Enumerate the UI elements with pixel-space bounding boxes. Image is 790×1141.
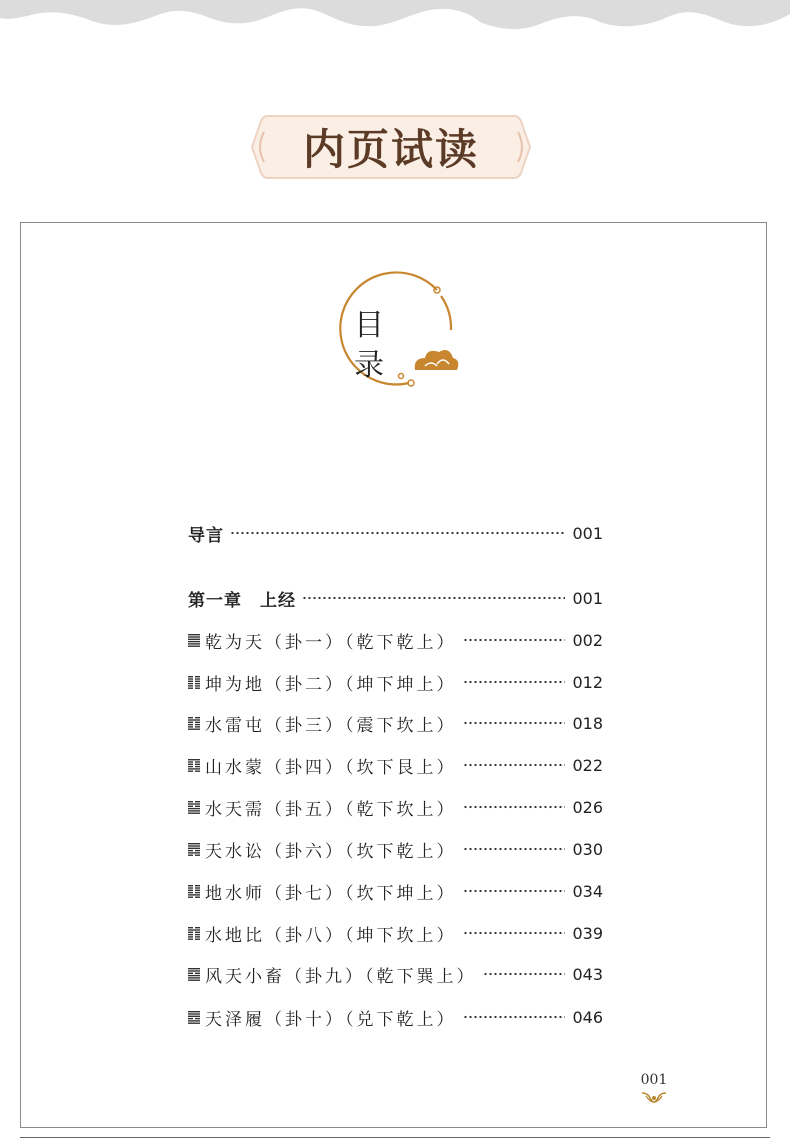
yin-line xyxy=(195,724,200,725)
toc-item[interactable] xyxy=(188,795,603,819)
dot-leader xyxy=(463,805,566,809)
dot-leader xyxy=(230,531,565,535)
yang-line xyxy=(188,768,200,769)
toc-page: 001 xyxy=(572,588,603,608)
yin-line xyxy=(188,855,193,856)
yang-line xyxy=(188,1023,200,1024)
toc-item[interactable] xyxy=(188,711,603,735)
yin-line xyxy=(188,722,193,723)
dot-leader xyxy=(483,972,566,976)
yang-line xyxy=(188,1020,200,1021)
toc-page: 002 xyxy=(572,630,603,650)
yang-line xyxy=(188,977,200,978)
yin-line xyxy=(195,927,200,928)
yin-line xyxy=(195,855,200,856)
hexagram-icon xyxy=(188,884,200,898)
yin-line xyxy=(188,897,193,898)
dot-leader xyxy=(463,638,566,642)
hexagram-icon xyxy=(188,675,200,689)
toc-label: 天泽履（卦十）（兑下乾上） xyxy=(205,1009,457,1030)
page-number: 001 xyxy=(640,1072,668,1088)
toc-page: 043 xyxy=(572,964,603,984)
yin-line xyxy=(188,887,193,888)
yang-line xyxy=(188,636,200,637)
yang-line xyxy=(188,1013,200,1014)
yang-line xyxy=(188,810,200,811)
yin-line xyxy=(195,683,200,684)
page-ornament-icon xyxy=(640,1090,668,1108)
toc-item[interactable] xyxy=(188,921,603,945)
toc-label: 乾为天（卦一）（乾下乾上） xyxy=(205,632,457,653)
toc-label: 坤为地（卦二）（坤下坤上） xyxy=(205,674,457,695)
yang-line xyxy=(188,646,200,647)
toc-label: 水雷屯（卦三）（震下坎上） xyxy=(205,715,457,736)
yang-line xyxy=(188,980,200,981)
toc-label: 水天需（卦五）（乾下坎上） xyxy=(205,799,457,820)
yin-line xyxy=(195,726,200,727)
yin-line xyxy=(195,806,200,807)
yin-line xyxy=(188,766,193,767)
yin-line xyxy=(188,927,193,928)
yang-line xyxy=(188,719,200,720)
yin-line xyxy=(188,892,193,893)
yin-line xyxy=(195,890,200,891)
dot-leader xyxy=(463,931,566,935)
yang-line xyxy=(188,643,200,644)
yin-line xyxy=(195,688,200,689)
yin-line xyxy=(195,717,200,718)
yin-line xyxy=(188,726,193,727)
hexagram-icon xyxy=(188,716,200,730)
yin-line xyxy=(195,897,200,898)
toc-page: 046 xyxy=(572,1007,603,1027)
yin-line xyxy=(195,887,200,888)
yin-line xyxy=(188,806,193,807)
yin-line xyxy=(195,771,200,772)
yin-line xyxy=(195,885,200,886)
yang-line xyxy=(188,975,200,976)
toc-label: 天水讼（卦六）（坎下乾上） xyxy=(205,841,457,862)
yin-line xyxy=(188,764,193,765)
toc-page: 001 xyxy=(572,523,603,543)
yin-line xyxy=(195,678,200,679)
toc-item[interactable] xyxy=(188,628,603,652)
yin-line xyxy=(195,973,200,974)
yin-line xyxy=(188,850,193,851)
yin-line xyxy=(195,764,200,765)
yin-line xyxy=(195,766,200,767)
yin-line xyxy=(195,676,200,677)
yin-line xyxy=(195,801,200,802)
yin-line xyxy=(188,890,193,891)
yang-line xyxy=(188,729,200,730)
yin-line xyxy=(188,801,193,802)
contents-title: 目 录 xyxy=(354,308,394,383)
top-cloud-decoration xyxy=(0,0,790,40)
yin-line xyxy=(195,932,200,933)
yang-line xyxy=(188,641,200,642)
yang-line xyxy=(188,845,200,846)
toc-page: 039 xyxy=(572,923,603,943)
yin-line xyxy=(188,771,193,772)
banner-title: 内页试读 xyxy=(302,125,479,174)
yang-line xyxy=(188,634,200,635)
toc-page: 034 xyxy=(572,881,603,901)
yang-line xyxy=(188,813,200,814)
yang-line xyxy=(188,803,200,804)
yin-line xyxy=(188,932,193,933)
yang-line xyxy=(188,970,200,971)
yin-line xyxy=(188,717,193,718)
yang-line xyxy=(188,929,200,930)
toc-item[interactable] xyxy=(188,1005,603,1029)
yin-line xyxy=(195,936,200,937)
hexagram-icon xyxy=(188,926,200,940)
yin-line xyxy=(195,722,200,723)
toc-label: 山水蒙（卦四）（坎下艮上） xyxy=(205,757,457,778)
yin-line xyxy=(195,1018,200,1019)
toc-intro[interactable] xyxy=(188,521,603,545)
yin-line xyxy=(188,688,193,689)
yang-line xyxy=(188,1011,200,1012)
yin-line xyxy=(188,934,193,935)
hexagram-icon xyxy=(188,967,200,981)
yin-line xyxy=(188,1018,193,1019)
dot-leader xyxy=(463,847,566,851)
toc-page: 022 xyxy=(572,755,603,775)
toc-label: 导言 xyxy=(188,525,224,546)
yang-line xyxy=(188,759,200,760)
dot-leader xyxy=(463,1015,566,1019)
toc-page: 030 xyxy=(572,839,603,859)
hexagram-icon xyxy=(188,800,200,814)
dot-leader xyxy=(463,763,566,767)
yin-line xyxy=(195,685,200,686)
toc-page: 012 xyxy=(572,672,603,692)
yang-line xyxy=(188,843,200,844)
toc-label: 风天小畜（卦九）（乾下巽上） xyxy=(205,966,477,987)
hexagram-icon xyxy=(188,633,200,647)
hexagram-icon xyxy=(188,758,200,772)
toc-label: 第一章 上经 xyxy=(188,590,296,611)
yin-line xyxy=(195,939,200,940)
yin-line xyxy=(188,676,193,677)
yin-line xyxy=(188,761,193,762)
yang-line xyxy=(188,852,200,853)
yin-line xyxy=(195,934,200,935)
toc-item[interactable] xyxy=(188,879,603,903)
yang-line xyxy=(188,848,200,849)
yin-line xyxy=(188,973,193,974)
yang-line xyxy=(188,968,200,969)
yang-line xyxy=(188,639,200,640)
toc-item[interactable] xyxy=(188,670,603,694)
bottom-divider xyxy=(20,1137,770,1138)
yin-line xyxy=(188,939,193,940)
hexagram-icon xyxy=(188,1010,200,1024)
yin-line xyxy=(195,850,200,851)
toc-item[interactable] xyxy=(188,837,603,861)
dot-leader xyxy=(463,721,566,725)
yin-line xyxy=(188,885,193,886)
dot-leader xyxy=(463,680,566,684)
hexagram-icon xyxy=(188,842,200,856)
yang-line xyxy=(188,1016,200,1017)
toc-item[interactable] xyxy=(188,962,603,986)
yang-line xyxy=(188,894,200,895)
toc-chapter[interactable] xyxy=(188,586,603,610)
yin-line xyxy=(188,685,193,686)
yin-line xyxy=(188,678,193,679)
toc-page: 018 xyxy=(572,713,603,733)
yin-line xyxy=(195,761,200,762)
yin-line xyxy=(195,892,200,893)
yin-line xyxy=(195,681,200,682)
toc-item[interactable] xyxy=(188,753,603,777)
yang-line xyxy=(188,808,200,809)
yin-line xyxy=(188,683,193,684)
yin-line xyxy=(188,681,193,682)
dot-leader xyxy=(302,596,565,600)
toc-label: 地水师（卦七）（坎下坤上） xyxy=(205,883,457,904)
toc-page: 026 xyxy=(572,797,603,817)
yin-line xyxy=(188,936,193,937)
banner xyxy=(250,112,532,182)
dot-leader xyxy=(463,889,566,893)
yin-line xyxy=(188,724,193,725)
toc-label: 水地比（卦八）（坤下坎上） xyxy=(205,925,457,946)
